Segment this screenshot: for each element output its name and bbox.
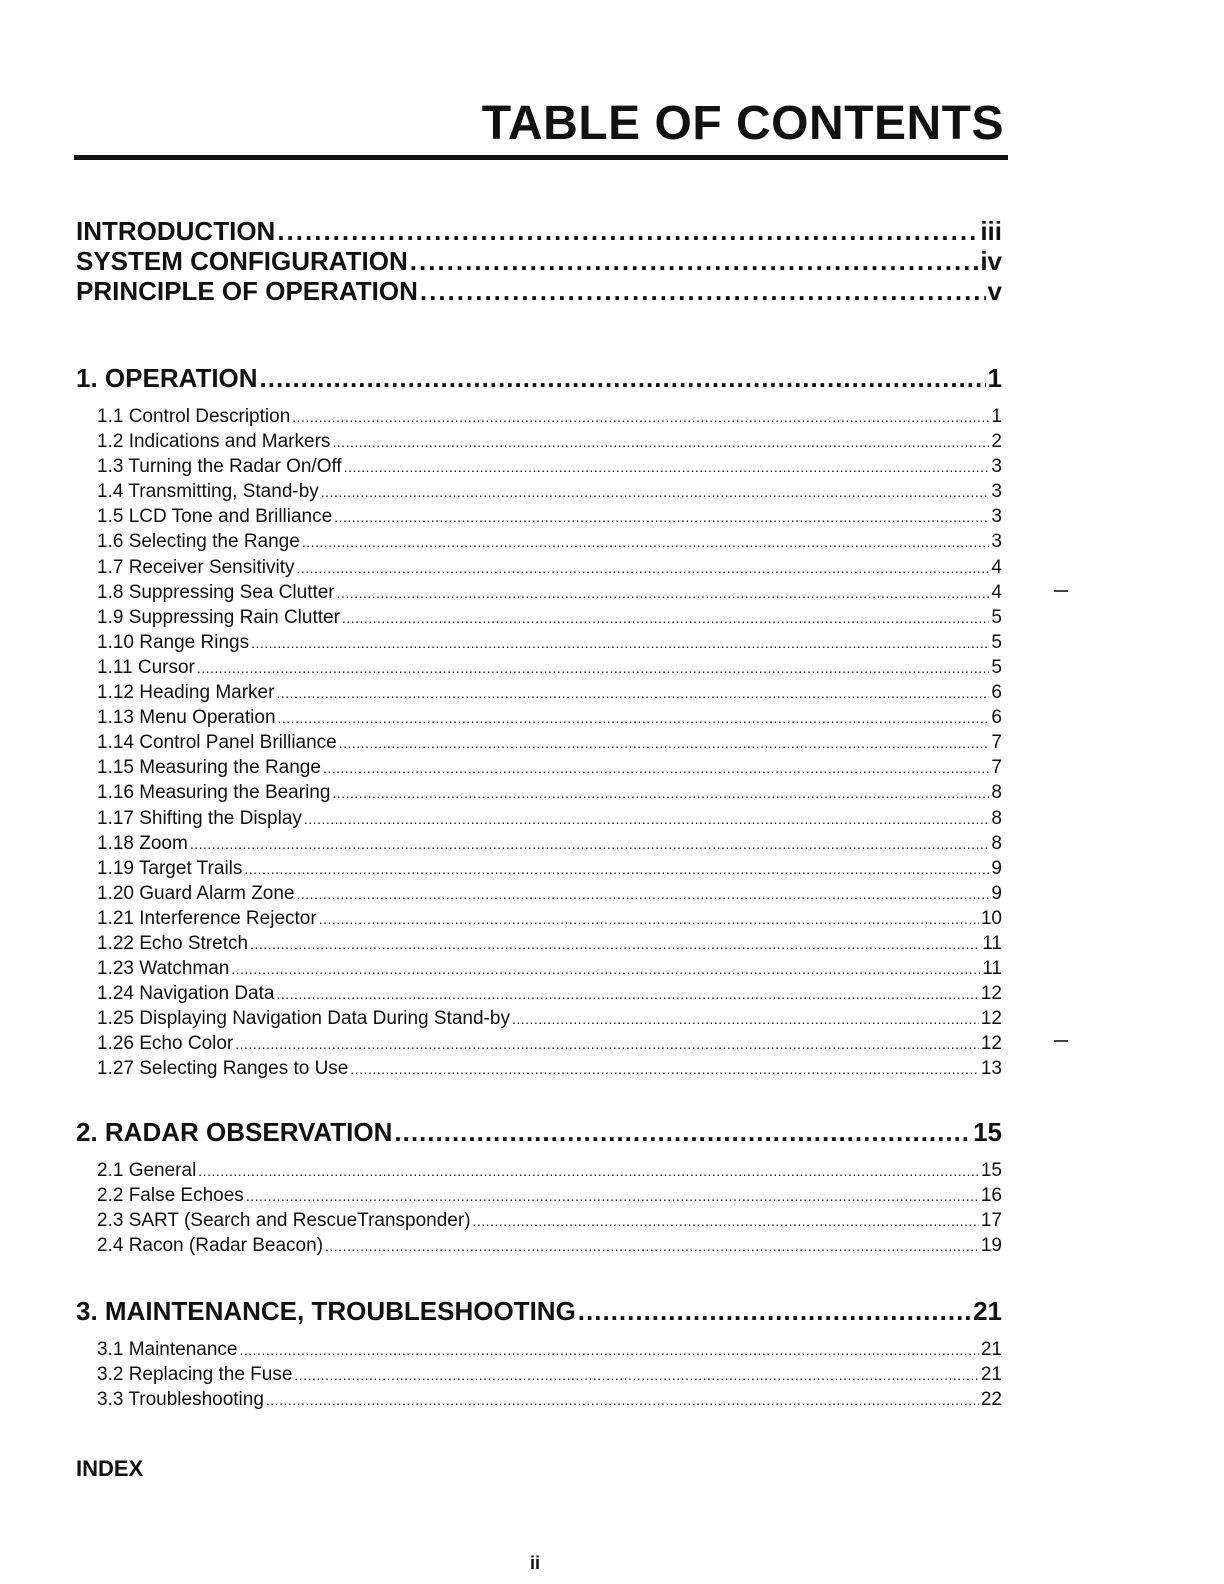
section-label: 1.4 Transmitting, Stand-by: [97, 481, 319, 503]
dot-leader: [250, 932, 980, 957]
section-label: 1.26 Echo Color: [97, 1033, 234, 1055]
section-label: 1.9 Suppressing Rain Clutter: [97, 606, 340, 628]
section-label: 1.11 Cursor: [97, 656, 195, 678]
section-page: 3: [991, 531, 1002, 553]
section-page: 21: [980, 1364, 1002, 1386]
toc-chapter-1[interactable]: [76, 362, 1002, 394]
dot-leader: [260, 362, 986, 394]
chapter-label: 2. RADAR OBSERVATION: [76, 1117, 393, 1147]
section-label: 1.20 Guard Alarm Zone: [97, 882, 295, 904]
toc-section-entry[interactable]: [97, 1387, 1002, 1412]
section-label: 1.24 Navigation Data: [97, 983, 275, 1005]
toc-section-entry[interactable]: [97, 956, 1002, 981]
toc-section-entry[interactable]: [97, 780, 1002, 805]
section-page: 3: [991, 481, 1002, 503]
toc-section-entry[interactable]: [97, 655, 1002, 680]
dot-leader: [337, 581, 990, 606]
dot-leader: [321, 480, 990, 505]
toc-chapter-3[interactable]: [76, 1295, 1002, 1327]
toc-entry-label: PRINCIPLE OF OPERATION: [76, 276, 418, 306]
section-label: 2.3 SART (Search and RescueTransponder): [97, 1210, 471, 1232]
section-label: 1.22 Echo Stretch: [97, 932, 249, 954]
section-page: 9: [991, 857, 1002, 879]
dot-leader: [342, 606, 990, 631]
toc-section-entry[interactable]: [97, 881, 1002, 906]
dot-leader: [332, 781, 989, 806]
chapter-page: 21: [973, 1296, 1002, 1326]
section-label: 3.3 Troubleshooting: [97, 1389, 264, 1411]
chapter-label: 1. OPERATION: [76, 363, 258, 393]
section-label: 1.3 Turning the Radar On/Off: [97, 456, 342, 478]
dot-leader: [277, 216, 978, 246]
section-page: 8: [991, 832, 1002, 854]
dot-leader: [332, 430, 989, 455]
dot-leader: [323, 756, 989, 781]
toc-section-entry[interactable]: [97, 580, 1002, 605]
chapter-3-block: [76, 1295, 1002, 1412]
dot-leader: [231, 957, 980, 982]
section-label: 1.8 Suppressing Sea Clutter: [97, 581, 335, 603]
dot-leader: [420, 276, 986, 306]
section-label: 1.17 Shifting the Display: [97, 807, 302, 829]
dot-leader: [244, 857, 989, 882]
section-label: 1.13 Menu Operation: [97, 707, 276, 729]
dot-leader: [198, 1159, 979, 1184]
dot-leader: [297, 882, 990, 907]
dot-leader: [278, 706, 990, 731]
section-label: 1.19 Target Trails: [97, 857, 243, 879]
section-page: 7: [991, 757, 1002, 779]
dot-leader: [276, 982, 978, 1007]
dot-leader: [319, 907, 979, 932]
section-page: 4: [991, 556, 1002, 578]
section-page: 11: [982, 932, 1002, 954]
toc-section-entry[interactable]: [97, 479, 1002, 504]
toc-section-entry[interactable]: [97, 1183, 1002, 1208]
section-page: 11: [982, 958, 1002, 980]
section-page: 3: [991, 456, 1002, 478]
dot-leader: [578, 1295, 971, 1327]
dot-leader: [410, 246, 979, 276]
toc-entry-label: SYSTEM CONFIGURATION: [76, 246, 408, 276]
toc-section-entry[interactable]: [97, 504, 1002, 529]
section-label: 1.27 Selecting Ranges to Use: [97, 1058, 349, 1080]
chapter-1-block: [76, 362, 1002, 1082]
chapter-2-block: [76, 1116, 1002, 1258]
section-label: 1.6 Selecting the Range: [97, 531, 300, 553]
section-page: 19: [980, 1235, 1002, 1257]
section-label: 1.25 Displaying Navigation Data During Stand-by: [97, 1008, 510, 1030]
toc-section-entry[interactable]: [97, 1006, 1002, 1031]
dot-leader: [394, 1116, 971, 1148]
section-page: 22: [980, 1389, 1002, 1411]
section-label: 1.2 Indications and Markers: [97, 431, 331, 453]
toc-section-entry[interactable]: [97, 529, 1002, 554]
toc-section-entry[interactable]: [97, 1337, 1002, 1362]
section-page: 6: [991, 682, 1002, 704]
section-page: 15: [980, 1160, 1002, 1181]
toc-section-entry[interactable]: [97, 1362, 1002, 1387]
section-page: 7: [991, 732, 1002, 754]
dot-leader: [240, 1338, 979, 1363]
toc-section-entry[interactable]: [97, 1056, 1002, 1081]
toc-section-entry[interactable]: [97, 605, 1002, 630]
chapter-2-sections: [76, 1158, 1002, 1258]
toc-section-entry[interactable]: [97, 981, 1002, 1006]
chapter-page: 1: [987, 363, 1002, 393]
section-page: 8: [991, 807, 1002, 829]
toc-chapter-2[interactable]: [76, 1116, 1002, 1148]
scan-margin-mark: [1054, 590, 1068, 592]
dot-leader: [512, 1007, 979, 1032]
section-label: 2.2 False Echoes: [97, 1185, 244, 1207]
toc-section-entry[interactable]: [97, 630, 1002, 655]
dot-leader: [334, 505, 989, 530]
dot-leader: [190, 832, 990, 857]
chapter-label: 3. MAINTENANCE, TROUBLESHOOTING: [76, 1296, 576, 1326]
section-label: 1.12 Heading Marker: [97, 682, 275, 704]
toc-section-entry[interactable]: [97, 730, 1002, 755]
dot-leader: [339, 731, 990, 756]
dot-leader: [246, 1184, 979, 1209]
toc-section-entry[interactable]: [97, 555, 1002, 580]
dot-leader: [344, 455, 990, 480]
section-page: 10: [980, 907, 1002, 929]
section-page: 9: [991, 882, 1002, 904]
section-page: 5: [991, 656, 1002, 678]
chapter-page: 15: [973, 1117, 1002, 1147]
section-label: 1.1 Control Description: [97, 406, 291, 427]
toc-section-entry[interactable]: [97, 1158, 1002, 1183]
dot-leader: [350, 1057, 978, 1082]
toc-section-entry[interactable]: [97, 1233, 1002, 1258]
section-page: 2: [991, 431, 1002, 453]
section-label: 1.14 Control Panel Brilliance: [97, 732, 337, 754]
dot-leader: [302, 530, 990, 555]
dot-leader: [276, 681, 989, 706]
dot-leader: [251, 631, 989, 656]
title-rule: [74, 155, 1008, 160]
section-page: 4: [991, 581, 1002, 603]
dot-leader: [325, 1234, 979, 1259]
toc-section-entry[interactable]: [97, 429, 1002, 454]
section-label: 1.5 LCD Tone and Brilliance: [97, 506, 333, 528]
section-page: 8: [991, 782, 1002, 804]
toc-section-entry[interactable]: [97, 856, 1002, 881]
toc-entry-page: iii: [980, 216, 1002, 246]
dot-leader: [304, 807, 990, 832]
toc-entry-introduction[interactable]: [76, 216, 1002, 246]
section-page: 12: [980, 1033, 1002, 1055]
index-heading[interactable]: INDEX: [76, 1456, 144, 1481]
toc-entry-label: INTRODUCTION: [76, 216, 276, 246]
toc-entry-system-configuration[interactable]: [76, 246, 1002, 276]
toc-section-entry[interactable]: [97, 931, 1002, 956]
section-label: 1.10 Range Rings: [97, 631, 250, 653]
chapter-1-sections: [76, 404, 1002, 1082]
toc-section-entry[interactable]: [97, 454, 1002, 479]
dot-leader: [235, 1032, 979, 1057]
dot-leader: [294, 1363, 978, 1388]
section-page: 3: [991, 506, 1002, 528]
section-page: 5: [991, 606, 1002, 628]
toc-section-entry[interactable]: [97, 1031, 1002, 1056]
toc-section-entry[interactable]: [97, 404, 1002, 429]
section-page: 17: [980, 1210, 1002, 1232]
toc-section-entry[interactable]: [97, 680, 1002, 705]
toc-entry-principle-of-operation[interactable]: [76, 276, 1002, 306]
scan-margin-mark: [1054, 1040, 1068, 1042]
section-label: 1.23 Watchman: [97, 958, 230, 980]
section-page: 6: [991, 707, 1002, 729]
section-page: 12: [980, 1008, 1002, 1030]
section-label: 2.4 Racon (Radar Beacon): [97, 1235, 324, 1257]
toc-section-entry[interactable]: [97, 906, 1002, 931]
dot-leader: [292, 405, 989, 430]
section-page: 13: [980, 1058, 1002, 1080]
section-label: 3.1 Maintenance: [97, 1339, 238, 1360]
section-page: 12: [980, 983, 1002, 1005]
chapter-3-sections: [76, 1337, 1002, 1412]
toc-section-entry[interactable]: [97, 705, 1002, 730]
section-label: 1.16 Measuring the Bearing: [97, 782, 331, 804]
section-label: 3.2 Replacing the Fuse: [97, 1364, 293, 1386]
dot-leader: [473, 1209, 979, 1234]
section-label: 1.15 Measuring the Range: [97, 757, 321, 779]
toc-section-entry[interactable]: [97, 1208, 1002, 1233]
section-label: 1.18 Zoom: [97, 832, 188, 854]
page-number: ii: [530, 1553, 541, 1573]
section-label: 2.1 General: [97, 1160, 197, 1181]
section-label: 1.21 Interference Rejector: [97, 907, 317, 929]
toc-entry-page: v: [987, 276, 1002, 306]
section-label: 1.7 Receiver Sensitivity: [97, 556, 295, 578]
toc-section-entry[interactable]: [97, 755, 1002, 780]
toc-entry-page: iv: [980, 246, 1002, 276]
section-page: 21: [980, 1339, 1002, 1360]
page-title: TABLE OF CONTENTS: [481, 97, 1004, 150]
front-matter-list: [76, 216, 1002, 306]
dot-leader: [266, 1388, 979, 1413]
toc-section-entry[interactable]: [97, 806, 1002, 831]
section-page: 5: [991, 631, 1002, 653]
section-page: 16: [980, 1185, 1002, 1207]
section-page: 1: [991, 406, 1002, 427]
toc-section-entry[interactable]: [97, 831, 1002, 856]
dot-leader: [296, 556, 989, 581]
dot-leader: [197, 656, 990, 681]
